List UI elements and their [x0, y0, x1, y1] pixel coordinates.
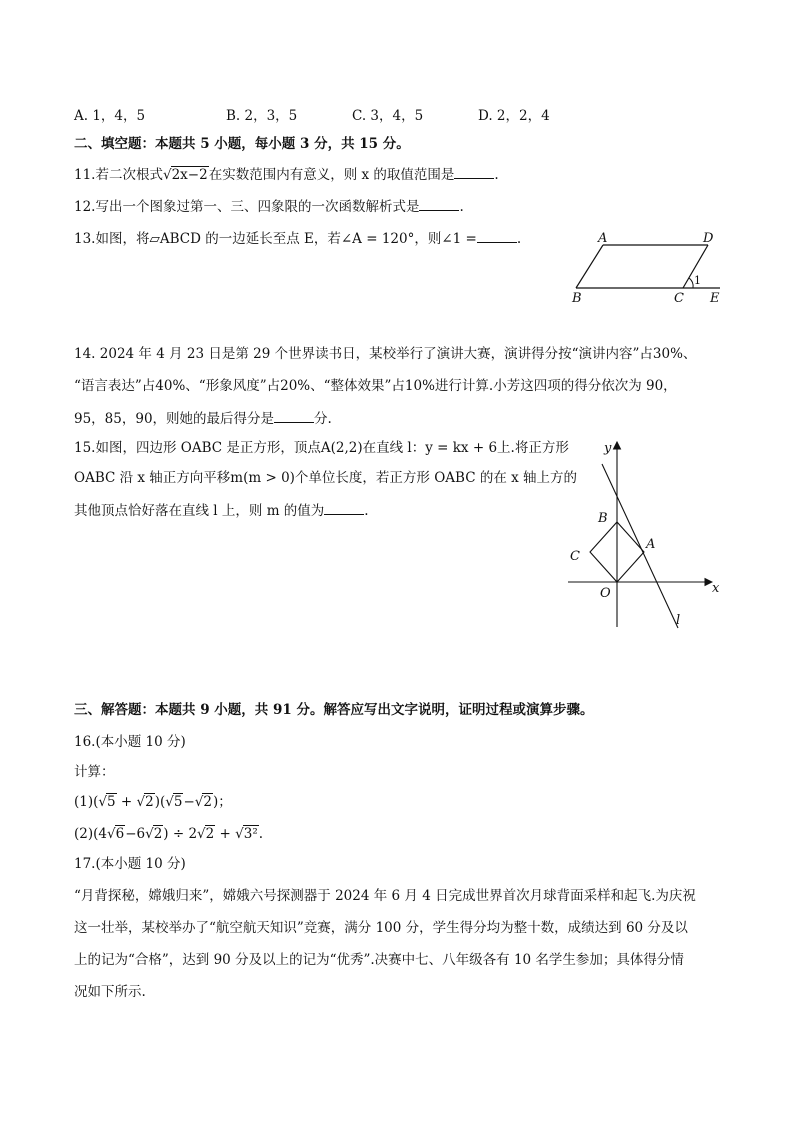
label-d: D: [703, 231, 714, 246]
q11-radicand: 2x−2: [171, 167, 208, 183]
label-angle-1: 1: [694, 274, 701, 287]
question-16-part-1: (1)(√5 + √2)(√5−√2)；: [74, 794, 232, 810]
side-ab: [576, 245, 603, 288]
section-2-title: 二、填空题：本题共 5 小题，每小题 3 分，共 15 分。: [74, 136, 410, 152]
question-11: 11.若二次根式√2x−2在实数范围内有意义，则 x 的取值范围是 .: [74, 164, 499, 185]
q15-answer-blank: [324, 500, 364, 515]
question-17-line-3: 上的记为“合格”，达到 90 分及以上的记为“优秀”.决赛中七、八年级各有 10 名学生参加；具体得分情: [74, 952, 684, 968]
question-14-line-3: 95，85，90，则她的最后得分是 分.: [74, 408, 332, 429]
label-x: x: [712, 581, 720, 596]
question-16-calc: 计算：: [74, 764, 115, 780]
q14-answer-blank: [274, 408, 314, 423]
question-16-head: 16.(本小题 10 分): [74, 734, 186, 750]
label-o: O: [600, 586, 611, 601]
angle-1-arc: [689, 278, 693, 288]
option-d: D. 2，2，4: [478, 108, 550, 124]
label-e: E: [710, 291, 720, 306]
question-12: 12.写出一个图象过第一、三、四象限的一次函数解析式是 .: [74, 196, 464, 217]
label-c: C: [674, 291, 684, 306]
label-b: B: [572, 291, 582, 306]
question-15-line-3: 其他顶点恰好落在直线 l 上，则 m 的值为 .: [74, 500, 369, 521]
label-y: y: [604, 441, 612, 456]
question-17-head: 17.(本小题 10 分): [74, 856, 186, 872]
q11-answer-blank: [454, 164, 494, 179]
label-l: l: [676, 613, 681, 628]
label-a: A: [646, 537, 656, 552]
question-17-line-1: “月背探秘，嫦娥归来”，嫦娥六号探测器于 2024 年 6 月 4 日完成世界首次月球背面采样和起飞.为庆祝: [74, 888, 696, 904]
q13-text: 13.如图，将▱ABCD 的一边延长至点 E，若∠A = 120°，则∠1 =: [74, 231, 477, 247]
question-17-line-2: 这一壮举，某校举办了“航空航天知识”竞赛，满分 100 分，学生得分均为整十数，成绩达到 60 分及以: [74, 920, 688, 936]
label-a: A: [598, 231, 608, 246]
option-b: B. 2，3，5: [226, 108, 298, 124]
parallelogram-figure: [560, 226, 735, 310]
question-13: 13.如图，将▱ABCD 的一边延长至点 E，若∠A = 120°，则∠1 = .: [74, 228, 521, 249]
q13-answer-blank: [477, 228, 517, 243]
label-c: C: [570, 549, 580, 564]
option-c: C. 3，4，5: [352, 108, 424, 124]
question-16-part-2: (2)(4√6−6√2) ÷ 2√2 + √3².: [74, 826, 264, 842]
question-14-line-2: “语言表达”占40%、“形象风度”占20%、“整体效果”占10%进行计算.小芳这四项的得分依次为 90，: [74, 378, 677, 394]
square-line-figure: [560, 432, 730, 632]
option-a: A. 1，4，5: [74, 108, 146, 124]
line-l: [602, 464, 681, 628]
q12-answer-blank: [419, 196, 459, 211]
question-14-line-1: 14. 2024 年 4 月 23 日是第 29 个世界读书日，某校举行了演讲大赛，演讲得分按“演讲内容”占30%、: [74, 346, 697, 362]
section-3-title: 三、解答题：本题共 9 小题，共 91 分。解答应写出文字说明，证明过程或演算步骤。: [74, 702, 594, 718]
q12-text: 12.写出一个图象过第一、三、四象限的一次函数解析式是: [74, 199, 420, 215]
question-15-line-2: OABC 沿 x 轴正方向平移m(m > 0)个单位长度，若正方形 OABC 的在 x 轴上方的: [74, 470, 578, 486]
q11-pre: 11.若二次根式: [74, 167, 163, 183]
label-b: B: [598, 511, 608, 526]
q11-post: 在实数范围内有意义，则 x 的取值范围是: [208, 167, 455, 183]
question-17-line-4: 况如下所示.: [74, 984, 146, 1000]
question-15-line-1: 15.如图，四边形 OABC 是正方形，顶点A(2,2)在直线 l：y = kx + 6上.将正方形: [74, 440, 569, 456]
